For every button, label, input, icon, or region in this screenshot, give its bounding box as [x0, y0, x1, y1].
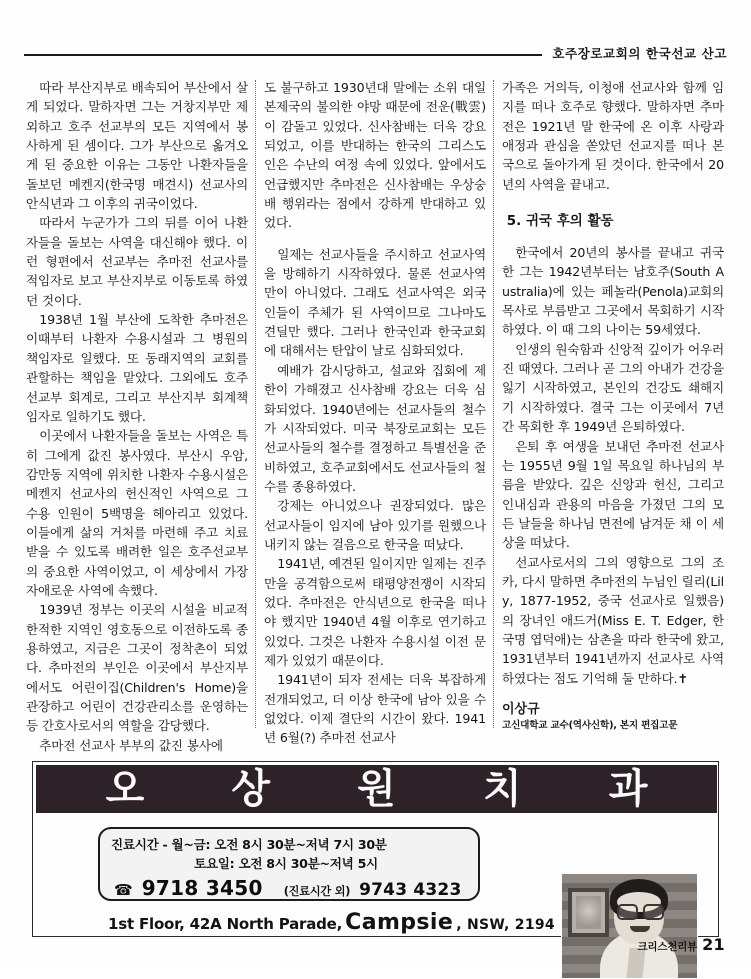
author-credit: 고신대학교 교수(역사신학), 본지 편집고문	[502, 720, 678, 732]
ad-banner-char: 치	[482, 766, 522, 812]
ad-banner-char: 오	[105, 766, 145, 812]
paragraph: 예배가 감시당하고, 설교와 집회에 제한이 가해졌고 신사참배 강요는 더욱 심화되었다. 1940년에는 선교사들의 철수가 시작되었다. 미국 북장로교회는 모든 선교사들의 철수를 결정하고 특별선을 준비하였고, 호주교회에서도 선교사들의 철수를 종용하였다.	[264, 362, 486, 494]
section-heading: 5. 귀국 후의 활동	[506, 213, 614, 230]
paragraph: 한국에서 20년의 봉사를 끝내고 귀국한 그는 1942년부터는 남호주(South Australia)에 있는 페놀라(Penola)교회의 목사로 부름받고 그곳에서 목회하기 시작하였다. 이 때 그의 나이는 59세였다.	[502, 245, 724, 338]
ad-body	[36, 815, 717, 933]
ad-phone-after-hours[interactable]: 9743 4323	[359, 880, 462, 900]
paragraph: 강제는 아니었으나 권장되었다. 많은 선교사들이 임지에 남아 있기를 원했으나 내키지 않는 걸음으로 한국을 떠났다.	[264, 498, 486, 552]
photo-smile	[630, 926, 650, 932]
paragraph: 인생의 원숙함과 신앙적 깊이가 어우러진 때였다. 그러나 곧 그의 아내가 건강을 잃기 시작하였고, 본인의 건강도 쇄해지기 시작하였다. 결국 그는 이곳에서 7년간 목회한 후 1949년 은퇴하였다.	[502, 341, 724, 435]
photo-glasses-left	[617, 904, 638, 920]
photo-glasses-right	[643, 904, 664, 920]
paragraph: 일제는 선교사들을 주시하고 선교사역을 방해하기 시작하였다. 물론 선교사역만이 아니었다. 그래도 선교사역은 외국인들이 주체가 된 사역이므로 그나마도 견딜만 했다. 그러나 한국인과 한국교회에 대해서는 탄압이 날로 심화되었다.	[264, 246, 486, 359]
paragraph: 따라 부산지부로 배속되어 부산에서 살게 되었다. 말하자면 그는 거창지부만 제외하고 호주 선교부의 모든 지역에서 봉사하게 된 셈이다. 그가 부산으로 옮겨오게 된 중요한 이유는 그동안 나환자들을 돌보던 메켄지(한국명 매견시) 선교사의 안식년과 그 이후의 귀국이었다.	[26, 80, 248, 212]
ad-banner-char: 과	[608, 766, 648, 812]
ad-banner	[36, 765, 717, 813]
ad-address-postcode: , NSW, 2194	[456, 917, 555, 933]
paragraph: 1941년이 되자 전세는 더욱 복잡하게 전개되었고, 더 이상 한국에 남아 있을 수 없었다. 이제 결단의 시간이 왔다. 1941년 6월(?) 추마전 선교사	[264, 672, 486, 746]
ad-banner-char: 원	[357, 766, 396, 812]
telephone-icon: ☎	[114, 881, 133, 899]
ad-after-hours-label: (진료시간 외)	[283, 885, 351, 898]
byline	[502, 702, 724, 732]
ad-hours-box	[98, 827, 480, 901]
paragraph: 가족은 거의득, 이청애 선교사와 함께 임지를 떠나 호주로 향했다. 말하자면 추마전은 1921년 말 한국에 온 이후 사랑과 애정과 관심을 쏟았던 선교지를 떠나 본국으로 돌아가게 된 것이다. 한국에서 20년의 사역을 끝내고.	[502, 80, 724, 192]
text-column-1	[26, 78, 248, 753]
paragraph: 따라서 누군가가 그의 뒤를 이어 나환자들을 돌보는 사역을 대신해야 했다. 이런 형편에서 선교부는 추마전 선교사를 적임자로 보고 부산지부로 이동토록 하였던 것이다.	[26, 215, 248, 308]
page-footer	[637, 935, 725, 954]
ad-phone-primary[interactable]: 9718 3450	[141, 876, 263, 900]
page-number: 21	[702, 935, 725, 954]
author-name: 이상규	[502, 701, 540, 717]
paragraph: 1941년, 예견된 일이지만 일제는 진주만을 공격함으로써 태평양전쟁이 시작되었다. 추마전은 안식년으로 한국을 떠나야 했지만 1940년 4월 이후로 연기하고 있었다. 그것은 나환자 수용시설 이전 문제가 있었기 때문이다.	[264, 556, 486, 668]
paragraph: 이곳에서 나환자들을 돌보는 사역은 특히 그에게 값진 봉사였다. 부산시 우암, 감만동 지역에 위치한 나환자 수용시설은 메켄지 선교사의 헌신적인 사역으로 그 수용 인원이 5백명을 헤아리고 있었다. 이들에게 삶의 거처를 마련해 주고 치료받을 수 있도록 배려한 일은 호주선교부의 중요한 사역이었고, 이 세상에서 가장 자애로운 사역에 속했다.	[26, 428, 248, 598]
paragraph: 도 불구하고 1930년대 말에는 소위 대일본제국의 불의한 야망 때문에 전운(戰雲)이 감돌고 있었다. 신사참배는 더욱 강요되었고, 이를 반대하는 한국의 그리스도인은 수난의 여정 속에 있었다. 앞에서도 언급했지만 추마전은 신사참배는 우상숭배 행위라는 점에서 강하게 반대하고 있었다.	[264, 80, 486, 231]
running-head-title: 호주장로교회의 한국선교 산고	[552, 46, 727, 61]
dentist-portrait-photo	[561, 873, 698, 979]
paragraph: 1939년 정부는 이곳의 시설을 비교적 한적한 지역인 영호동으로 이전하도록 종용하였고, 지금은 그곳이 정착촌이 되었다. 추마전의 부인은 이곳에서 부산지부에서도 어린이집(Children's Home)을 관장하고 어린이 건강관리소를 운영하는 등 간호사로서의 역할을 감당했다.	[26, 602, 248, 734]
running-head-rule	[24, 54, 542, 56]
paragraph: 은퇴 후 여생을 보내던 추마전 선교사는 1955년 9월 1일 목요일 하나님의 부름을 받았다. 깊은 신앙과 헌신, 그리고 인내심과 관용의 마음을 가졌던 그의 모든 날들을 하나님 면전에 남겨둔 채 이 세상을 떠났다.	[502, 438, 724, 551]
text-column-2	[264, 78, 486, 746]
ad-banner-char: 상	[231, 766, 271, 812]
article-columns	[26, 78, 726, 753]
text-column-3	[502, 78, 724, 732]
ad-hours-weekday: 진료시간 - 월~금: 오전 8시 30분~저녁 7시 30분	[111, 837, 387, 852]
running-head	[24, 42, 727, 64]
ad-hours-saturday: 토요일: 오전 8시 30분~저녁 5시	[194, 856, 378, 871]
paragraph: 1938년 1월 부산에 도착한 추마전은 이때부터 나환자 수용시설과 그 병원의 책임자로 일했다. 또 동래지역의 교회를 관할하는 책임을 맡았다. 그외에도 호주선교부 회계로, 그리고 부산지부 회계책임자로 일하기도 했다.	[26, 312, 248, 424]
paragraph: 추마전 선교사 부부의 값진 봉사에	[39, 737, 223, 753]
ad-address-street: 1st Floor, 42A North Parade,	[108, 915, 343, 933]
masthead-name: 크리스천리뷰	[637, 941, 698, 953]
ad-phone-row	[108, 876, 470, 900]
ad-address-city: Campsie	[345, 910, 454, 935]
column-divider	[493, 80, 495, 728]
paragraph: 선교사로서의 그의 영향으로 그의 조카, 다시 말하면 추마전의 누님인 릴리(Lily, 1877-1952, 중국 선교사로 일했음)의 장녀인 애드거(Miss E. T. Edger, 한국명 엽덕애)는 삼촌을 따라 한국에 왔고, 1931년부터 1941년까지 선교사로 사역하였다는 점도 기억해 둘 만하다.✝	[502, 554, 724, 686]
photo-wall-frame	[568, 888, 609, 937]
advertisement[interactable]	[32, 761, 719, 937]
column-divider	[255, 80, 257, 728]
